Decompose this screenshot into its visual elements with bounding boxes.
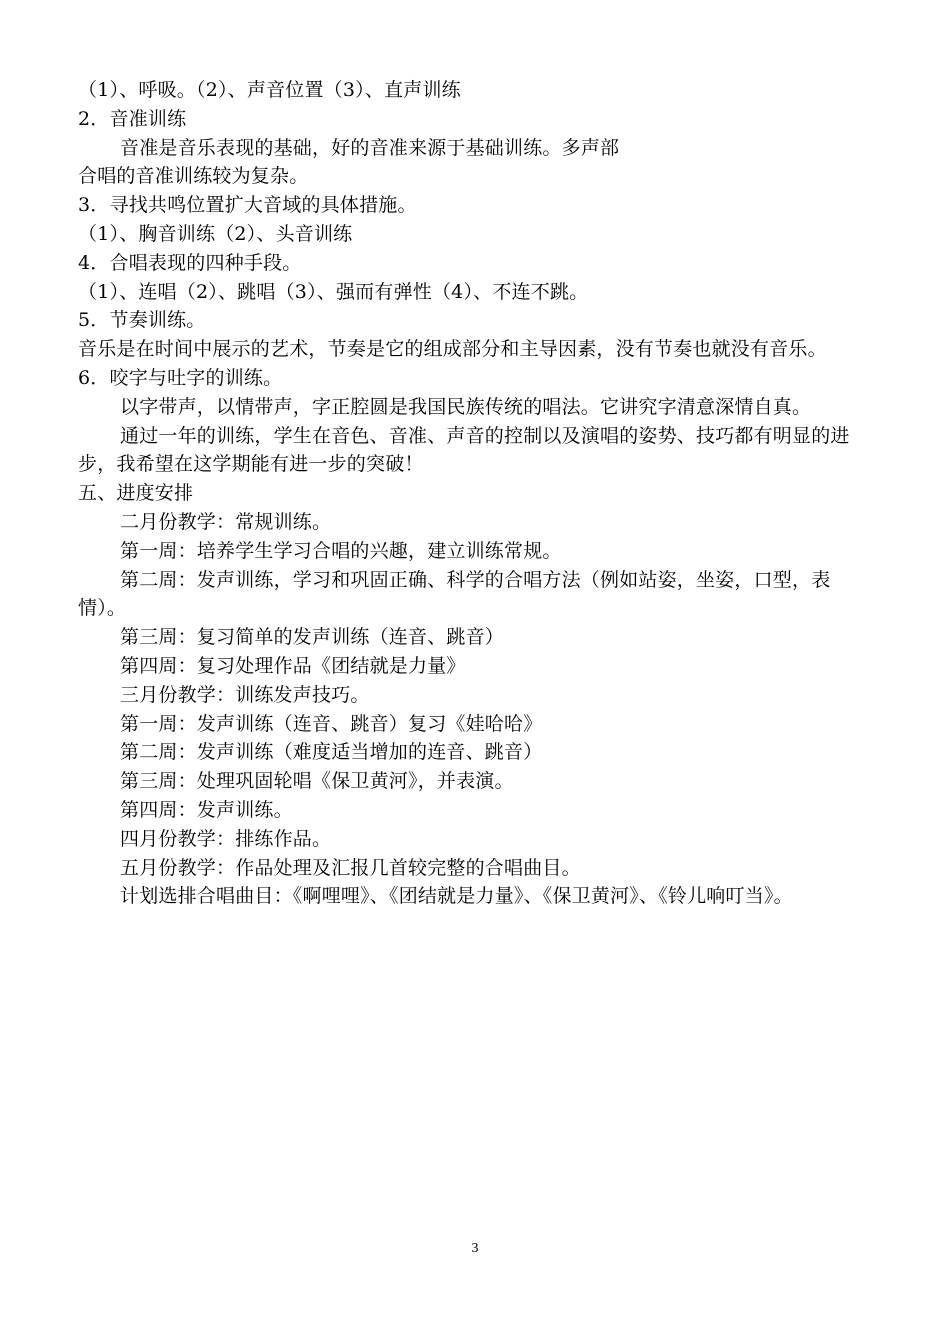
paragraph-progress: 通过一年的训练，学生在音色、音准、声音的控制以及演唱的姿势、技巧都有明显的进步，我希望在这学期能有进一步的突破！ <box>78 424 850 476</box>
section-heading-resonance: 3．寻找共鸣位置扩大音域的具体措施。 <box>78 194 417 217</box>
planned-repertoire: 计划选排合唱曲目：《啊哩哩》、《团结就是力量》、《保卫黄河》、《铃儿响叮当》。 <box>120 885 793 908</box>
schedule-april: 四月份教学：排练作品。 <box>120 827 332 850</box>
schedule-feb-week-2: 第二周：发声训练，学习和巩固正确、科学的合唱方法（例如站姿，坐姿，口型，表情）。 <box>78 568 831 620</box>
document-page <box>78 76 875 911</box>
schedule-march: 三月份教学：训练发声技巧。 <box>120 683 370 706</box>
section-heading-expression: 4．合唱表现的四种手段。 <box>78 251 302 274</box>
schedule-may: 五月份教学：作品处理及汇报几首较完整的合唱曲目。 <box>120 856 581 879</box>
schedule-mar-week-3: 第三周：处理巩固轮唱《保卫黄河》，并表演。 <box>120 770 514 793</box>
schedule-february: 二月份教学：常规训练。 <box>120 510 332 533</box>
text-line-expression-items: （1）、连唱（2）、跳唱（3）、强而有弹性（4）、不连不跳。 <box>78 280 589 303</box>
schedule-feb-week-3: 第三周：复习简单的发声训练（连音、跳音） <box>120 626 505 649</box>
schedule-feb-week-4: 第四周：复习处理作品《团结就是力量》 <box>120 654 466 677</box>
section-heading-pitch-training: 2．音准训练 <box>78 107 187 130</box>
section-heading-schedule: 五、进度安排 <box>78 482 194 505</box>
text-line-pitch-paragraph-2: 合唱的音准训练较为复杂。 <box>78 165 309 188</box>
schedule-mar-week-2: 第二周：发声训练（难度适当增加的连音、跳音） <box>120 741 543 764</box>
section-heading-diction: 6．咬字与吐字的训练。 <box>78 366 283 389</box>
text-line-breathing-items: （1）、呼吸。（2）、声音位置（3）、直声训练 <box>78 79 461 101</box>
text-line-resonance-items: （1）、胸音训练（2）、头音训练 <box>78 222 353 245</box>
page-number: 3 <box>471 1241 479 1256</box>
section-heading-rhythm: 5．节奏训练。 <box>78 309 206 332</box>
paragraph-rhythm: 音乐是在时间中展示的艺术，节奏是它的组成部分和主导因素，没有节奏也就没有音乐。 <box>78 338 827 361</box>
paragraph-diction: 以字带声，以情带声，字正腔圆是我国民族传统的唱法。它讲究字清意深情自真。 <box>120 395 812 418</box>
schedule-mar-week-4: 第四周：发声训练。 <box>120 798 293 821</box>
schedule-feb-week-1: 第一周：培养学生学习合唱的兴趣，建立训练常规。 <box>120 539 562 562</box>
text-line-pitch-paragraph-1: 音准是音乐表现的基础，好的音准来源于基础训练。多声部 <box>120 136 620 159</box>
schedule-mar-week-1: 第一周：发声训练（连音、跳音）复习《娃哈哈》 <box>120 712 543 735</box>
